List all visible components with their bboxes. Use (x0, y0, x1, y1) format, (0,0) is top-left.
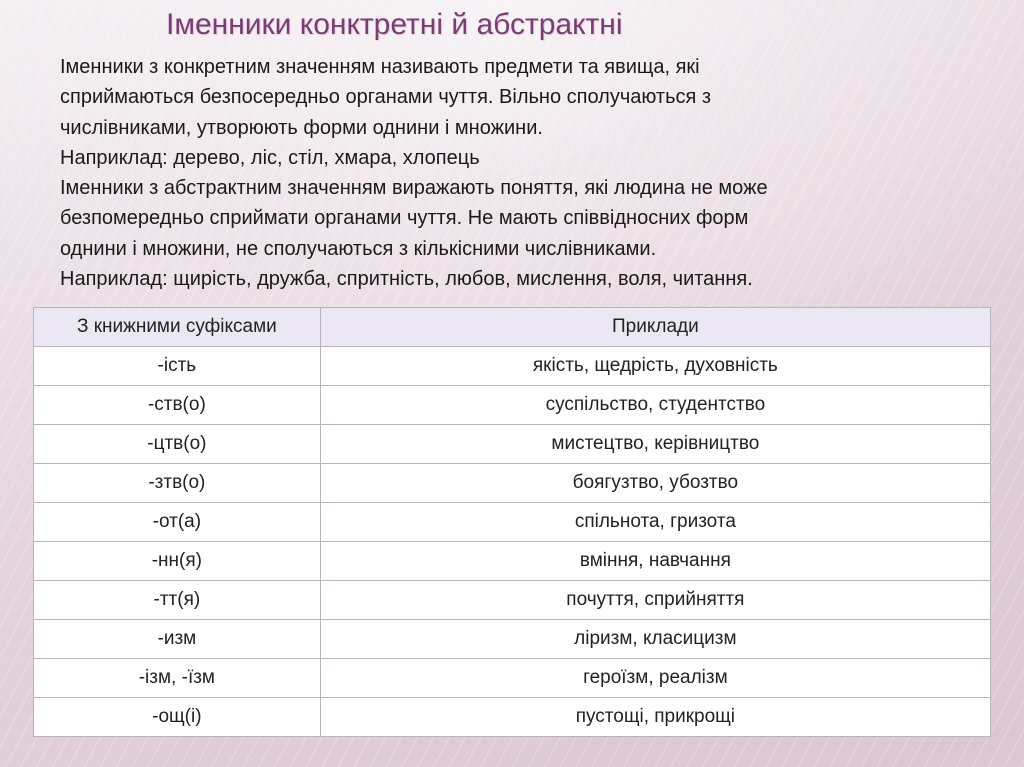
body-line: Іменники з абстрактним значенням виражають поняття, які людина не може (60, 177, 768, 200)
examples-cell: ліризм, класицизм (320, 620, 990, 659)
table-row (34, 464, 991, 503)
header-examples: Приклади (320, 308, 990, 347)
table-row (34, 386, 991, 425)
suffix-cell: -ств(о) (34, 386, 321, 425)
table-row (34, 659, 991, 698)
header-suffix: З книжними суфіксами (34, 308, 321, 347)
table-row (34, 347, 991, 386)
examples-cell: почуття, сприйняття (320, 581, 990, 620)
table-row (34, 542, 991, 581)
suffix-cell: -нн(я) (34, 542, 321, 581)
examples-cell: спільнота, гризота (320, 503, 990, 542)
body-line: сприймаються безпосередньо органами чуття. Вільно сполучаються з (60, 86, 712, 109)
suffix-cell: -цтв(о) (34, 425, 321, 464)
body-line: числівниками, утворюють форми однини і множини. (60, 116, 543, 139)
slide-title: Іменники конктретні й абстрактні (166, 8, 623, 41)
suffix-cell: -тт(я) (34, 581, 321, 620)
suffix-table (33, 307, 991, 737)
examples-cell: якість, щедрість, духовність (320, 347, 990, 386)
examples-cell: вміння, навчання (320, 542, 990, 581)
suffix-cell: -ізм, -їзм (34, 659, 321, 698)
table-header-row (34, 308, 991, 347)
suffix-cell: -зтв(о) (34, 464, 321, 503)
examples-cell: героїзм, реалізм (320, 659, 990, 698)
table-row (34, 581, 991, 620)
table-row (34, 425, 991, 464)
suffix-cell: -от(а) (34, 503, 321, 542)
body-line: Іменники з конкретним значенням називають предмети та явища, які (60, 56, 700, 78)
suffix-cell: -ість (34, 347, 321, 386)
body-line: Наприклад: дерево, ліс, стіл, хмара, хлопець (60, 146, 480, 169)
examples-cell: суспільство, студентство (320, 386, 990, 425)
slide-body-text (60, 52, 960, 294)
examples-cell: мистецтво, керівництво (320, 425, 990, 464)
body-line: безпомередньо сприймати органами чуття. Не мають співвідносних форм (60, 207, 749, 230)
body-line: Наприклад: щирість, дружба, спритність, любов, мислення, воля, читання. (60, 268, 753, 291)
examples-cell: боягузтво, убозтво (320, 464, 990, 503)
examples-cell: пустощі, прикрощі (320, 698, 990, 737)
body-line: однини і множини, не сполучаються з кількісними числівниками. (60, 237, 657, 260)
suffix-cell: -изм (34, 620, 321, 659)
table-row (34, 620, 991, 659)
table-row (34, 698, 991, 737)
table-row (34, 503, 991, 542)
suffix-cell: -ощ(і) (34, 698, 321, 737)
